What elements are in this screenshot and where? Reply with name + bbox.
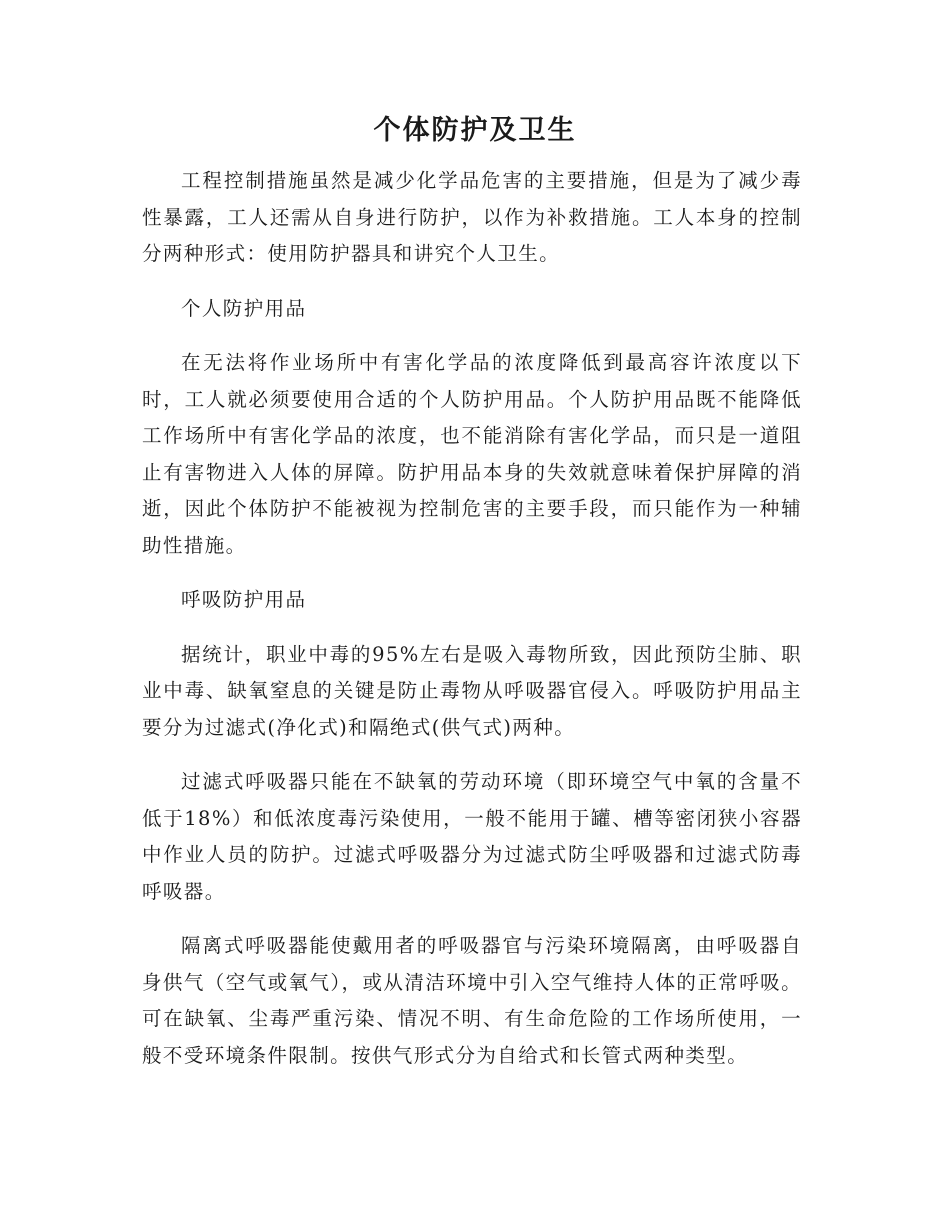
section-heading-respiratory-protection: 呼吸防护用品 — [181, 588, 307, 611]
paragraph-isolation-respirator: 隔离式呼吸器能使戴用者的呼吸器官与污染环境隔离，由呼吸器自身供气（空气或氧气），或从清洁环境中引入空气维持人体的正常呼吸。可在缺氧、尘毒严重污染、情况不明、有生命危险的工作场所使用，一般不受环境条件限制。按供气形式分为自给式和长管式两种类型。 — [142, 934, 802, 1067]
paragraph-intro: 工程控制措施虽然是减少化学品危害的主要措施，但是为了减少毒性暴露，工人还需从自身进行防护，以作为补救措施。工人本身的控制分两种形式：使用防护器具和讲究个人卫生。 — [142, 169, 802, 265]
paragraph-personal-protective-equipment: 在无法将作业场所中有害化学品的浓度降低到最高容许浓度以下时，工人就必须要使用合适的个人防护用品。个人防护用品既不能降低工作场所中有害化学品的浓度，也不能消除有害化学品，而只是一道阻止有害物进入人体的屏障。防护用品本身的失效就意味着保护屏障的消逝，因此个体防护不能被视为控制危害的主要手段，而只能作为一种辅助性措施。 — [142, 351, 802, 557]
document-body — [142, 163, 802, 1092]
paragraph-filter-respirator: 过滤式呼吸器只能在不缺氧的劳动环境（即环境空气中氧的含量不低于18%）和低浓度毒污染使用，一般不能用于罐、槽等密闭狭小容器中作业人员的防护。过滤式呼吸器分为过滤式防尘呼吸器和过滤式防毒呼吸器。 — [142, 770, 802, 903]
paragraph-respiratory-statistics: 据统计，职业中毒的95%左右是吸入毒物所致，因此预防尘肺、职业中毒、缺氧窒息的关键是防止毒物从呼吸器官侵入。呼吸防护用品主要分为过滤式(净化式)和隔绝式(供气式)两种。 — [142, 642, 802, 739]
page-title: 个体防护及卫生 — [373, 115, 577, 146]
section-heading-personal-protective-equipment: 个人防护用品 — [181, 296, 307, 320]
